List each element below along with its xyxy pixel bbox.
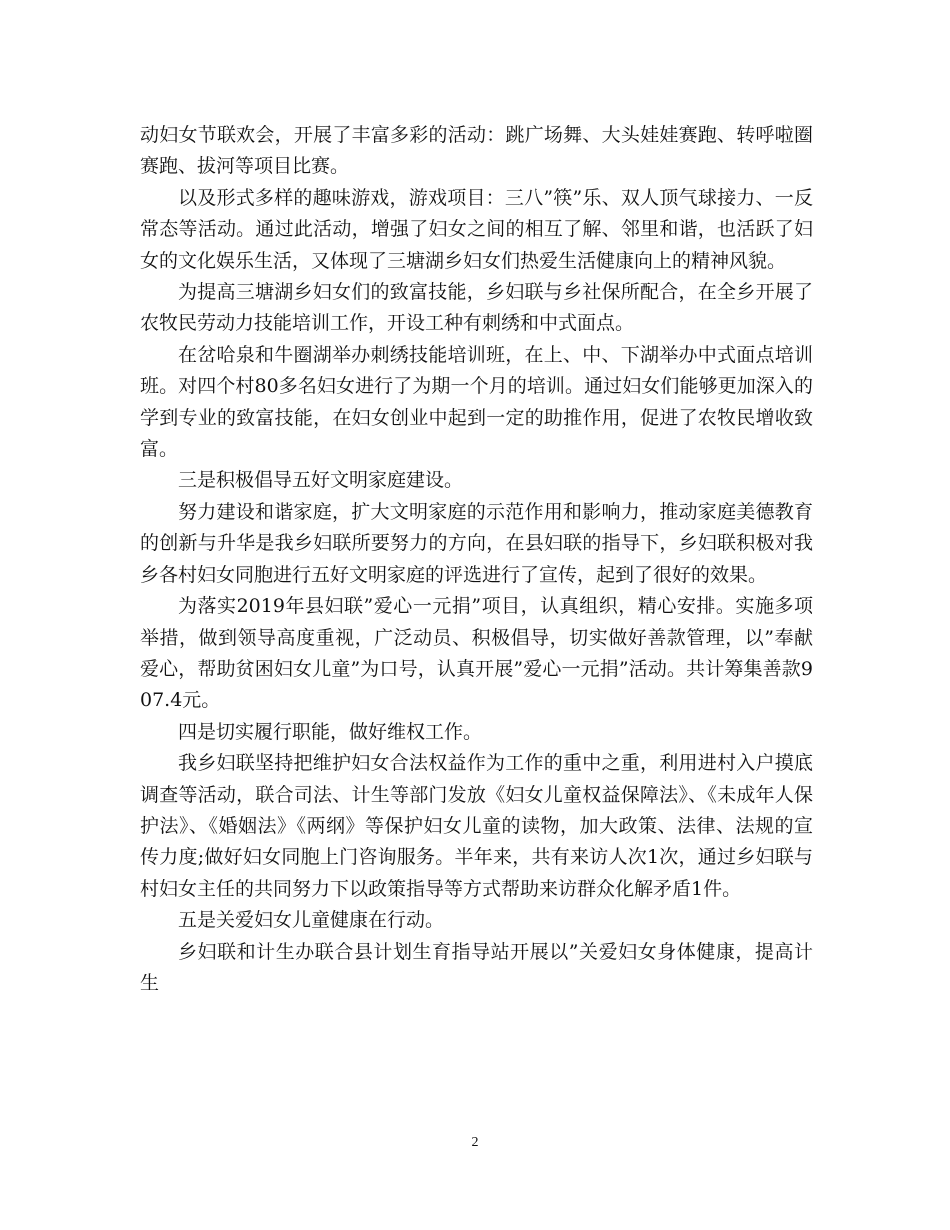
paragraph-2: 以及形式多样的趣味游戏，游戏项目：三八”筷”乐、双人顶气球接力、一反常态等活动。通过此活动，增强了妇女之间的相互了解、邻里和谐，也活跃了妇女的文化娱乐生活，又体现了三塘湖乡妇女们热爱生活健康向上的精神风貌。 <box>140 186 813 272</box>
paragraph-11: 乡妇联和计生办联合县计划生育指导站开展以”关爱妇女身体健康，提高计生 <box>140 940 813 994</box>
paragraph-1: 动妇女节联欢会，开展了丰富多彩的活动：跳广场舞、大头娃娃赛跑、转呼啦圈赛跑、拔河等项目比赛。 <box>140 124 813 178</box>
section-heading-5: 五是关爱妇女儿童健康在行动。 <box>178 909 445 932</box>
document-body <box>140 120 813 999</box>
paragraph-9: 我乡妇联坚持把维护妇女合法权益作为工作的重中之重，利用进村入户摸底调查等活动，联合司法、计生等部门发放《妇女儿童权益保障法》、《未成年人保护法》、《婚姻法》《两纲》等保护妇女儿童的读物，加大政策、法律、法规的宣传力度;做好妇女同胞上门咨询服务。半年来，共有来访人次1次，通过乡妇联与村妇女主任的共同努力下以政策指导等方式帮助来访群众化解矛盾1件。 <box>140 752 813 900</box>
page-number: 2 <box>471 1135 479 1150</box>
paragraph-7: 为落实2019年县妇联”爱心一元捐”项目，认真组织，精心安排。实施多项举措，做到领导高度重视，广泛动员、积极倡导，切实做好善款管理，以”奉献爱心，帮助贫困妇女儿童”为口号，认真开展”爱心一元捐”活动。共计筹集善款907.4元。 <box>140 595 813 712</box>
paragraph-6: 努力建设和谐家庭，扩大文明家庭的示范作用和影响力，推动家庭美德教育的创新与升华是我乡妇联所要努力的方向，在县妇联的指导下，乡妇联积极对我乡各村妇女同胞进行五好文明家庭的评选进行了宣传，起到了很好的效果。 <box>140 500 813 586</box>
paragraph-3: 为提高三塘湖乡妇女们的致富技能，乡妇联与乡社保所配合，在全乡开展了农牧民劳动力技能培训工作，开设工种有刺绣和中式面点。 <box>140 281 813 335</box>
section-heading-3: 三是积极倡导五好文明家庭建设。 <box>178 469 464 492</box>
paragraph-4: 在岔哈泉和牛圈湖举办刺绣技能培训班，在上、中、下湖举办中式面点培训班。对四个村80多名妇女进行了为期一个月的培训。通过妇女们能够更加深入的学到专业的致富技能，在妇女创业中起到一定的助推作用，促进了农牧民增收致富。 <box>140 343 813 461</box>
section-heading-4: 四是切实履行职能，做好维权工作。 <box>178 720 483 743</box>
